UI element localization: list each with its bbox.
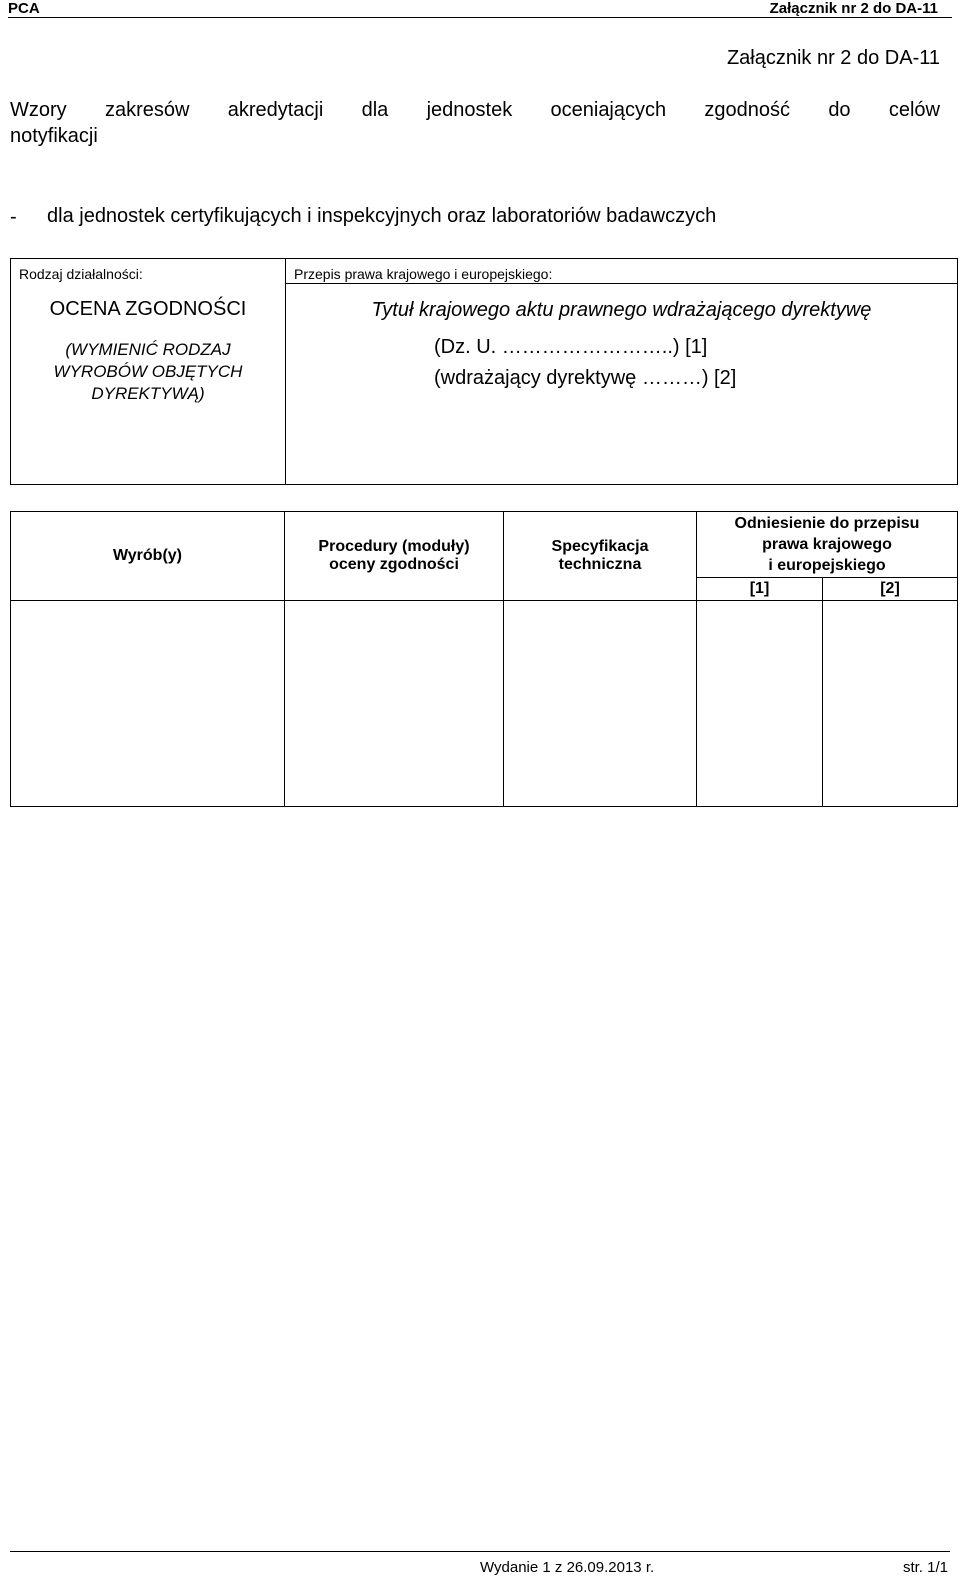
implementing-directive: (wdrażający dyrektywę ………) [2] <box>434 367 737 389</box>
document-label: Załącznik nr 2 do DA-11 <box>726 47 940 69</box>
activity-table <box>10 258 958 485</box>
journal-reference: (Dz. U. ……………………..) [1] <box>434 336 708 358</box>
activity-cell <box>11 259 286 485</box>
legislation-cell <box>286 259 958 485</box>
header-doc-ref: Załącznik nr 2 do DA-11 <box>769 0 938 17</box>
header-divider <box>8 17 952 18</box>
header-org: PCA <box>8 0 40 17</box>
table-cell[interactable] <box>823 601 958 807</box>
table-cell[interactable] <box>504 601 697 807</box>
activity-note-line: WYROBÓW OBJĘTYCH <box>53 362 243 381</box>
title-line-1 <box>10 97 940 123</box>
header-line: Odniesienie do przepisu <box>734 515 920 532</box>
section-subtitle: dla jednostek certyfikujących i inspekcyjnych oraz laboratoriów badawczych <box>47 205 717 227</box>
title-word: jednostek <box>426 99 513 121</box>
footer-edition: Wydanie 1 z 26.09.2013 r. <box>480 1559 655 1576</box>
title-word: celów <box>888 99 940 121</box>
title-word: oceniających <box>550 99 667 121</box>
sub-col-2-header: [2] <box>823 578 958 601</box>
act-title: Tytuł krajowego aktu prawnego wdrażającego dyrektywę <box>371 299 872 321</box>
title-word: Wzory <box>10 99 67 121</box>
products-table <box>10 511 958 807</box>
legislation-label: Przepis prawa krajowego i europejskiego: <box>286 259 957 284</box>
page-title <box>10 97 940 149</box>
title-word: akredytacji <box>227 99 324 121</box>
col-reference-header <box>697 512 958 578</box>
footer-page-number: str. 1/1 <box>902 1559 948 1576</box>
activity-note <box>11 339 285 405</box>
activity-note-line: DYREKTYWĄ) <box>91 384 205 403</box>
table-cell[interactable] <box>697 601 823 807</box>
col-procedures-header <box>285 512 504 601</box>
header-line: Procedury (moduły) <box>318 538 470 555</box>
header-line: prawa krajowego <box>762 536 892 553</box>
header-line: i europejskiego <box>768 557 886 574</box>
header-line: techniczna <box>558 556 642 573</box>
table-cell[interactable] <box>285 601 504 807</box>
sub-col-1-header: [1] <box>697 578 823 601</box>
header-line: Specyfikacja <box>551 538 649 555</box>
activity-label: Rodzaj działalności: <box>19 266 143 282</box>
title-line-2: notyfikacji <box>10 125 98 147</box>
bullet-dash: - <box>10 206 17 228</box>
header-line: oceny zgodności <box>329 556 459 573</box>
title-word: do <box>828 99 851 121</box>
activity-name: OCENA ZGODNOŚCI <box>49 298 247 320</box>
col-product-header: Wyrób(y) <box>11 512 285 601</box>
table-row <box>11 601 958 807</box>
col-spec-header <box>504 512 697 601</box>
table-cell[interactable] <box>11 601 285 807</box>
footer-divider <box>10 1551 950 1552</box>
title-word: dla <box>361 99 389 121</box>
activity-note-line: (WYMIENIĆ RODZAJ <box>65 340 231 359</box>
title-word: zgodność <box>704 99 791 121</box>
title-word: zakresów <box>104 99 190 121</box>
